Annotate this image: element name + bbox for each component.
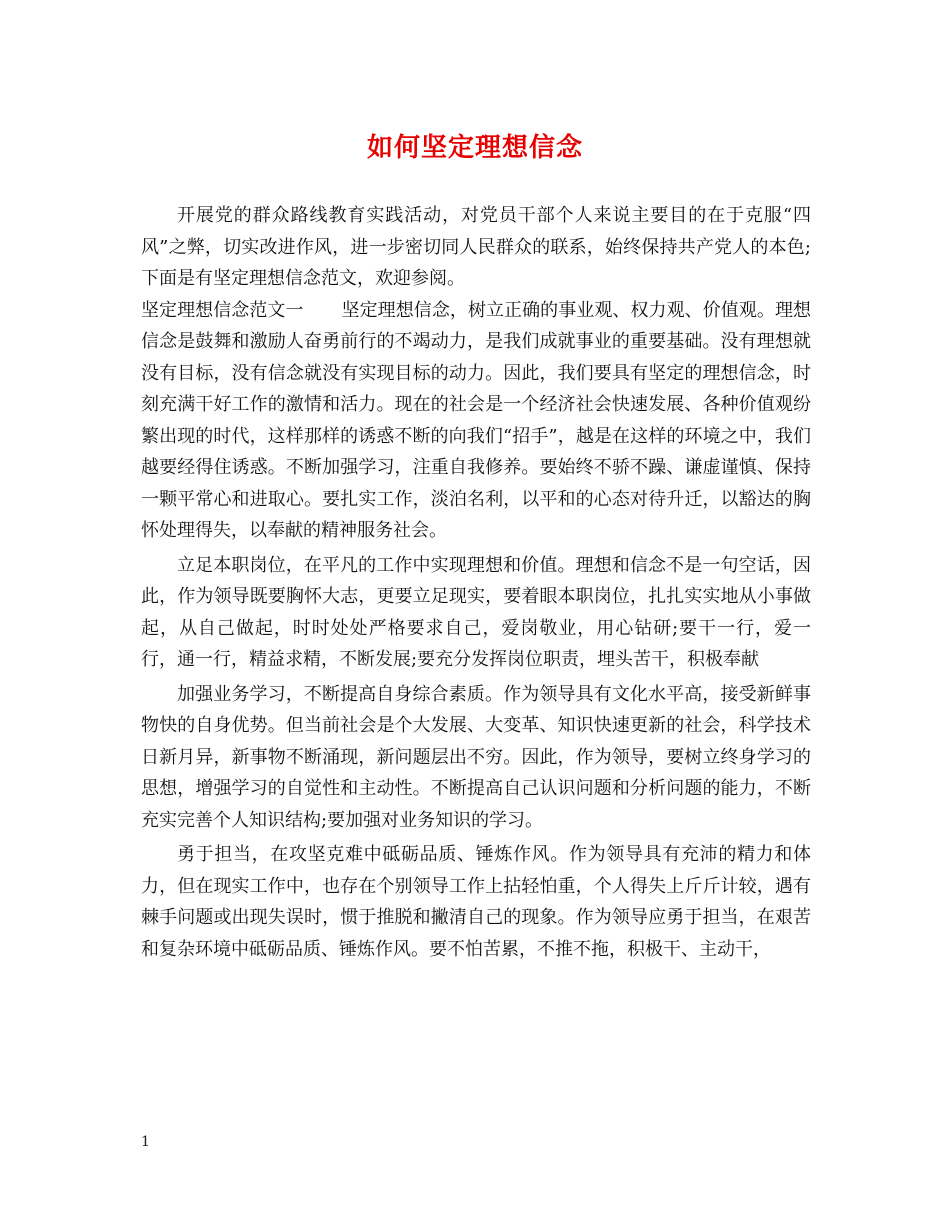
intro-paragraph: 开展党的群众路线教育实践活动，对党员干部个人来说主要目的在于克服“四风”之弊，切实改进作风，进一步密切同人民群众的联系，始终保持共产党人的本色;下面是有坚定理想信念范文，欢迎参阅。 — [141, 205, 811, 289]
document-body — [141, 200, 811, 965]
page-number: 1 — [141, 1134, 150, 1150]
paragraph-3: 加强业务学习，不断提高自身综合素质。作为领导具有文化水平高，接受新鲜事物快的自身优势。但当前社会是个大发展、大变革、知识快速更新的社会，科学技术日新月异，新事物不断涌现，新问题层出不穷。因此，作为领导，要树立终身学习的思想，增强学习的自觉性和主动性。不断提高自己认识问题和分析问题的能力，不断充实完善个人知识结构;要加强对业务知识的学习。 — [141, 683, 811, 831]
sample-label: 坚定理想信念范文一 — [141, 299, 304, 321]
sample-paragraph-1-text: 坚定理想信念，树立正确的事业观、权力观、价值观。理想信念是鼓舞和激励人奋勇前行的不竭动力，是我们成就事业的重要基础。没有理想就没有目标，没有信念就没有实现目标的动力。因此，我们要具有坚定的理想信念，时刻充满干好工作的激情和活力。现在的社会是一个经济社会快速发展、各种价值观纷繁出现的时代，这样那样的诱惑不断的向我们“招手”，越是在这样的环境之中，我们越要经得住诱惑。不断加强学习，注重自我修养。要始终不骄不躁、谦虚谨慎、保持一颗平常心和进取心。要扎实工作，淡泊名利，以平和的心态对待升迁，以豁达的胸怀处理得失，以奉献的精神服务社会。 — [141, 299, 811, 541]
sample-paragraph-1 — [141, 295, 811, 547]
paragraph-4: 勇于担当，在攻坚克难中砥砺品质、锤炼作风。作为领导具有充沛的精力和体力，但在现实工作中，也存在个别领导工作上拈轻怕重，个人得失上斤斤计较，遇有棘手问题或出现失误时，惯于推脱和撇清自己的现象。作为领导应勇于担当，在艰苦和复杂环境中砥砺品质、锤炼作风。要不怕苦累，不推不拖，积极干、主动干， — [141, 844, 811, 960]
paragraph-2: 立足本职岗位，在平凡的工作中实现理想和价值。理想和信念不是一句空话，因此，作为领导既要胸怀大志，更要立足现实，要着眼本职岗位，扎扎实实地从小事做起，从自己做起，时时处处严格要求自己，爱岗敬业，用心钻研;要干一行，爱一行，通一行，精益求精，不断发展;要充分发挥岗位职责，埋头苦干，积极奉献 — [141, 554, 811, 670]
page-title: 如何坚定理想信念 — [366, 133, 583, 163]
